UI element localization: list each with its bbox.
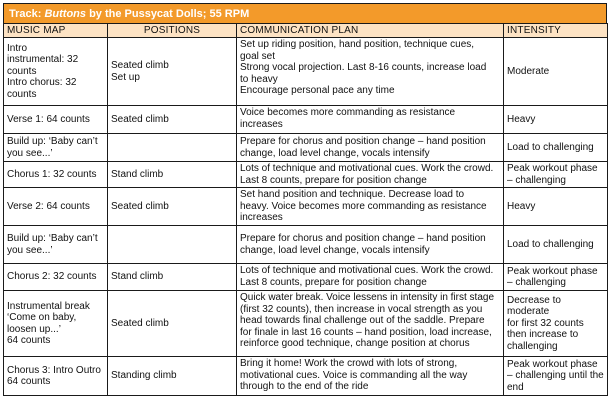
intensity-cell: Heavy (504, 188, 608, 226)
positions-cell: Stand climb (108, 264, 237, 291)
header-intensity: INTENSITY (504, 24, 608, 38)
intensity-cell: Decrease to moderate for first 32 counts then increase to challenging (504, 291, 608, 357)
communication-plan-cell: Lots of technique and motivational cues. Work the crowd. Last 8 counts, prepare for position change (237, 162, 504, 188)
table-row (4, 134, 608, 162)
music-map-cell: Verse 2: 64 counts (4, 188, 108, 226)
table-row (4, 291, 608, 357)
header-row (4, 24, 608, 38)
music-map-cell: Intro instrumental: 32 counts Intro chorus: 32 counts (4, 38, 108, 106)
table-row (4, 188, 608, 226)
positions-cell: Stand climb (108, 162, 237, 188)
table-row (4, 226, 608, 264)
intensity-cell: Peak workout phase – challenging until the end (504, 357, 608, 396)
positions-cell: Seated climb (108, 106, 237, 134)
music-map-cell: Build up: ‘Baby can’t you see...’ (4, 226, 108, 264)
positions-cell: Seated climb (108, 291, 237, 357)
positions-cell (108, 134, 237, 162)
header-music-map: MUSIC MAP (4, 24, 108, 38)
communication-plan-cell: Bring it home! Work the crowd with lots of strong, motivational cues. Voice is commanding all the way through to the end of the ride (237, 357, 504, 396)
intensity-cell: Load to challenging (504, 134, 608, 162)
table-row (4, 357, 608, 396)
table-row (4, 264, 608, 291)
intensity-cell: Heavy (504, 106, 608, 134)
communication-plan-cell: Prepare for chorus and position change – hand position change, load level change, vocals intensify (237, 134, 504, 162)
music-map-cell: Chorus 1: 32 counts (4, 162, 108, 188)
track-song: Buttons (44, 8, 87, 20)
intensity-cell: Peak workout phase – challenging (504, 264, 608, 291)
workout-plan (3, 3, 607, 396)
music-map-cell: Instrumental break ‘Come on baby, loosen up...’ 64 counts (4, 291, 108, 357)
header-positions: POSITIONS (108, 24, 237, 38)
intensity-cell: Peak workout phase – challenging (504, 162, 608, 188)
table-row (4, 106, 608, 134)
track-suffix: by the Pussycat Dolls; 55 RPM (86, 8, 250, 20)
communication-plan-cell: Prepare for chorus and position change – hand position change, load level change, vocals intensify (237, 226, 504, 264)
track-title (3, 3, 607, 23)
track-prefix: Track: (9, 8, 45, 20)
music-map-cell: Build up: ‘Baby can’t you see...’ (4, 134, 108, 162)
table-row (4, 38, 608, 106)
communication-plan-cell: Voice becomes more commanding as resistance increases (237, 106, 504, 134)
header-communication-plan: COMMUNICATION PLAN (237, 24, 504, 38)
plan-table (3, 23, 608, 396)
music-map-cell: Chorus 3: Intro Outro 64 counts (4, 357, 108, 396)
communication-plan-cell: Set hand position and technique. Decrease load to heavy. Voice becomes more commanding as resistance increases (237, 188, 504, 226)
positions-cell: Seated climb Set up (108, 38, 237, 106)
communication-plan-cell: Lots of technique and motivational cues. Work the crowd. Last 8 counts, prepare for position change (237, 264, 504, 291)
positions-cell: Standing climb (108, 357, 237, 396)
music-map-cell: Verse 1: 64 counts (4, 106, 108, 134)
intensity-cell: Load to challenging (504, 226, 608, 264)
table-row (4, 162, 608, 188)
positions-cell (108, 226, 237, 264)
communication-plan-cell: Set up riding position, hand position, technique cues, goal set Strong vocal projection. Last 8-16 counts, increase load to heavy Encourage personal pace any time (237, 38, 504, 106)
intensity-cell: Moderate (504, 38, 608, 106)
positions-cell: Seated climb (108, 188, 237, 226)
music-map-cell: Chorus 2: 32 counts (4, 264, 108, 291)
communication-plan-cell: Quick water break. Voice lessens in intensity in first stage (first 32 counts), then increase in vocal strength as you head towards final challenge out of the saddle. Prepare for finale in last 16 counts – hand position, load increase, reinforce good technique, change position at chorus (237, 291, 504, 357)
